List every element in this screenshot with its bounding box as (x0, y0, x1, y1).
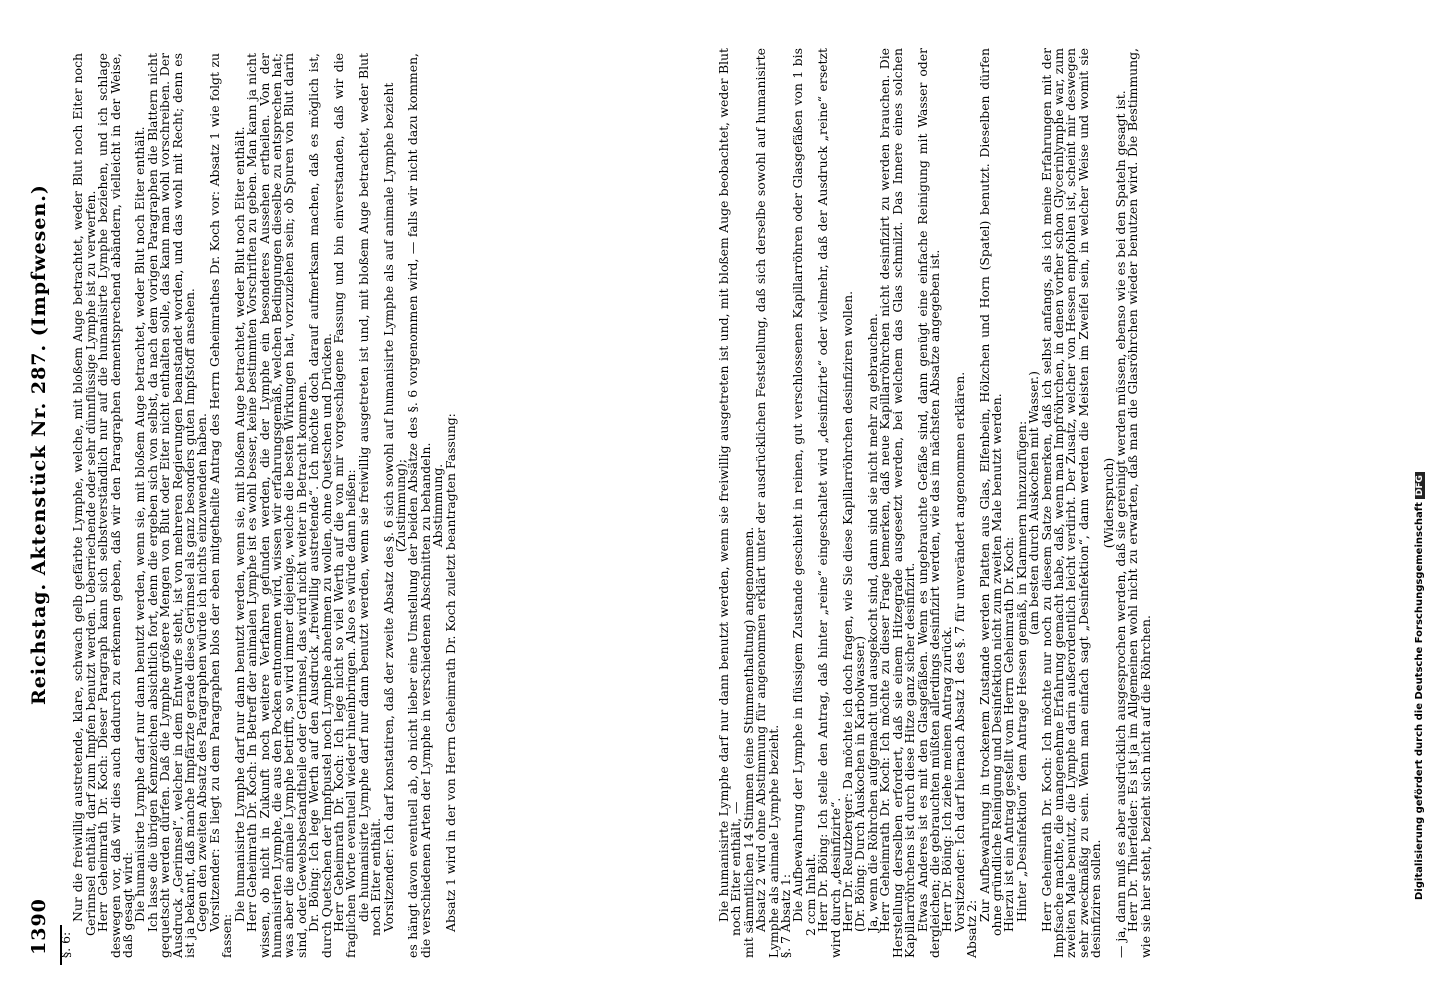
text-column-right (718, 48, 1273, 958)
paragraph: (Widerspruch) (1100, 457, 1116, 549)
paragraph: Herr Geheimrath Dr. Koch: Ich lege nicht so viel Werth auf die von mir vorgeschlagene Fassung und bin einverstanden, daß wir die fraglichen Worte eventuell wieder hineinbringen. Also es würde dann heißen: (330, 53, 359, 958)
page-number: 1390 (28, 898, 50, 955)
paragraph: Hinter „Desinfektion“ dem Antrage Hessen gemäß, in Klammern hinzuzufügen: (1013, 420, 1029, 922)
paragraph: Herr Geheimrath Dr. Koch: In Betreff der animalen Lymphe ist es wohl besser, keine bestimmten Vorschriften zu geben. Man kann ja nicht wissen, ob nicht in Zukunft noch weitere Verfahren gefunden werden, die der Lymphe ein besonderes Aussehen ertheilen. Von der humanisirten Lymphe, die aus den Pocken entnommen wird, wissen wir erfahrungsgemäß, welchen Bedingungen dieselbe zu entsprechen hat; was aber die animale Lymphe betrifft, so wird immer diejenige, welche die besten Wirkungen hat, vorzuziehen sein; ob Spuren von Blut darin sind, oder Gewebsbestandtheile oder Gerinnsel, das wird nicht weiter in Betracht kommen. (244, 53, 309, 958)
paragraph: Die humanisirte Lymphe darf nur dann benutzt werden, wenn sie, mit bloßem Auge betrachtet, weder Blut noch Eiter enthält. (231, 126, 247, 922)
paragraph: Die humanisirte Lymphe darf nur dann benutzt werden, wenn sie, mit bloßem Auge betrachtet, weder Blut noch Eiter enthält. (132, 126, 148, 922)
digitization-credit-text: Digitalisierung gefördert durch die Deutsche Forschungsgemeinschaft (1414, 502, 1425, 900)
paragraph: Gegen den zweiten Absatz des Paragraphen würde ich nichts einzuwenden haben. (194, 413, 210, 932)
paragraph: Die humanisirte Lymphe darf nur dann benutzt werden, wenn sie freiwillig ausgetreten ist und, mit bloßem Auge beobachtet, weder Blut noch Eiter enthält, — (716, 48, 744, 936)
paragraph: mit sämmtlichen 14 Stimmen (eine Stimmenthaltung) angenommen. (740, 526, 756, 958)
paragraph: Herr Geheimrath Dr. Koch: Dieser Paragraph kann sich selbstverständlich nur auf die humanisirte Lymphe beziehen, und ich schlage deswegen vor, daß wir dies auch dadurch zu erkennen geben, daß wir den Paragraphen dementsprechend abändern, vielleicht in der Weise, daß gesagt wird: (95, 53, 136, 958)
paragraph: Herr Dr. Reutzberger: Da möchte ich doch fragen, wie Sie diese Kapillarröhrchen desinfiziren wollen. (840, 290, 856, 932)
paragraph: Dr. Böing: Ich lege Werth auf den Ausdruck „freiwillig austretende“. Ich möchte doch darauf aufmerksam machen, daß es möglich ist, durch Quetschen der Impfpustel noch Lymphe abnehmen zu wollen, ohne Quetschen und Drücken. (306, 53, 334, 958)
paragraph: — ja, dann muß es aber ausdrücklich ausgesprochen werden, daß sie gereinigt werden müssen, ebenso wie es bei den Spateln gesagt ist. (1113, 90, 1128, 958)
paragraph: Ja, wenn die Röhrchen aufgemacht und ausgekocht sind, dann sind sie nicht mehr zu gebrauchen. (864, 313, 880, 932)
paragraph: Abstimmung. (430, 463, 446, 548)
paragraph: Absatz 2 wird ohne Abstimmung für angenommen erklärt unter der ausdrücklichen Feststellung, daß sich derselbe sowohl auf humanisirte Lymphe als animale Lymphe bezieht. (753, 48, 781, 958)
paragraph: Herr Geheimrath Dr. Koch: Ich möchte zu dieser Frage bemerken, daß neue Kapillarröhrchen nicht desinfizirt zu werden brauchen. Die Herstellung derselben erfordert, daß sie einem Hitzegrade ausgesetzt werden, bei welchem das Glas schmilzt. Das Innere eines solchen Kapillarröhrchens ist durch diese Hitze ganz sicher desinfizirt. (877, 48, 918, 958)
paragraph: Absatz 1 wird in der von Herrn Geheimrath Dr. Koch zuletzt beantragten Fassung: (442, 413, 458, 932)
paragraph: Zur Aufbewahrung in trockenem Zustande werden Platten aus Glas, Elfenbein, Hölzchen und Horn (Spatel) benutzt. Dieselben dürfen ohne gründliche Reinigung und Desinfektion nicht zum zweiten Male benutzt werden. (976, 48, 1004, 936)
paragraph: Herr Geheimrath Dr. Koch: Ich möchte nur noch zu diesem Satze bemerken, daß ich selbst anfangs, als ich meine Erfahrungen mit der Impfsache machte, die unangenehme Erfahrung gemacht habe, daß, wenn man Impfröhrchen, in denen vorher schon Glycerinlymphe war, zum zweiten Male benutzt, die Lymphe darin außerordentlich leicht verdirbt. Der Zusatz, welcher von Hessen empfohlen ist, scheint mir deswegen sehr zweckmäßig zu sein. Wenn man einfach sagt „Desinfektion“, dann werden die Meisten im Zweifel sein, in welcher Weise und womit sie desinfiziren sollen. (1038, 48, 1104, 958)
paragraph: Die Aufbewahrung der Lymphe in flüssigem Zustande geschieht in reinen, gut verschlossenen Kapillarröhren oder Glasgefäßen von 1 bis 2 ccm Inhalt. (790, 48, 818, 936)
paragraph: Herr Dr. Thierfelder: Es ist ja im Allgemeinen wohl nicht zu erwarten, daß man die Glasröhrchen wieder benutzen wird. Die Bestimmung, wie sie hier steht, bezieht sich nicht auf die Röhrchen. (1125, 48, 1153, 958)
paragraph: (Dr. Böing: Durch Auskochen in Karbolwasser.) (852, 635, 868, 932)
text-column-left (60, 53, 708, 958)
paragraph: (am besten durch Auskochen mit Wasser.) (1026, 371, 1042, 635)
paragraph: Etwas Anderes ist es mit den Glasgefäßen. Wenn es ungebrauchte Gefäße sind, dann genügt eine einfache Reinigung mit Wasser oder dergleichen; die gebrauchten müßten allerdings desinfizirt werden, wie das im nächsten Absatze angegeben ist. (914, 48, 942, 958)
paragraph: Herr Dr. Böing: Ich ziehe meinen Antrag zurück. (939, 626, 955, 932)
paragraph: Vorsitzender: Es liegt zu dem Paragraphen blos der eben mitgetheilte Antrag des Herrn Geheimrathes Dr. Koch vor: Absatz 1 wie folgt zu fassen: (206, 53, 235, 958)
paragraph: die humanisirte Lymphe darf nur dann benutzt werden, wenn sie freiwillig ausgetreten ist und, mit bloßem Auge betrachtet, weder Blut noch Eiter enthält. (355, 53, 384, 936)
paragraph: Hierzu ist ein Antrag gestellt vom Herrn Geheimrath Dr. Koch: (1001, 536, 1017, 932)
dfg-logo-badge: DFG (1415, 472, 1425, 499)
paragraph: Absatz 2: (964, 899, 980, 958)
paragraph: Nur die freiwillig austretende, klare, schwach gelb gefärbte Lymphe, welche, mit bloßem Auge betrachtet, weder Blut noch Eiter noch Gerinnsel enthält, darf zum Impfen benutzt werden. Ueberriechende oder sehr dünnflüssige Lymphe ist zu verwerfen. (70, 53, 98, 936)
digitization-credit (1414, 472, 1425, 900)
paragraph: §. 6: (58, 931, 73, 958)
paragraph: Ich lasse die übrigen Kennzeichen absichtlich fort, denn die ergeben sich von selbst, da nach dem vorigen Paragraphen die Blattern nicht gequetscht werden dürfen. Daß die Lymphe größere Mengen von Blut oder Eiter nicht enthalten solle, das kann man wohl vorschreiben. Der Ausdruck „Gerinnsel“, welcher in dem Entwurfe steht, ist von mehreren Regierungen beanstandet worden, und das wohl mit Recht; denn es ist ja bekannt, daß manche Impfärzte gerade diese Gerinnsel als ganz besonders guten Impfstoff ansehen. (144, 53, 198, 958)
paragraph: es hängt davon eventuell ab, ob nicht lieber eine Umstellung der beiden Absätze des §. 6 vorgenommen wird, — falls wir nicht dazu kommen, die verschiedenen Arten der Lymphe in verschiedenen Abschnitten zu behandeln. (405, 53, 433, 958)
paragraph: Vorsitzender: Ich darf konstatiren, daß der zweite Absatz des §. 6 sich sowohl auf humanisirte Lymphe als auf animale Lymphe bezieht (380, 82, 396, 932)
paragraph: §. 7 Absatz 1: (778, 873, 794, 958)
paragraph: (Zustimmung); (392, 458, 408, 553)
paragraph: Vorsitzender: Ich darf hiernach Absatz 1 des §. 7 für unverändert angenommen erklären. (951, 371, 967, 932)
paragraph: Herr Dr. Böing: Ich stelle den Antrag, daß hinter „reine“ eingeschaltet wird „desinfizirte“ oder vielmehr, daß der Ausdruck „reine“ ersetzt wird durch „desinfizirte“. (815, 48, 843, 958)
running-header: Reichstag. Aktenstück Nr. 287. (Impfwesen.) (28, 184, 50, 705)
